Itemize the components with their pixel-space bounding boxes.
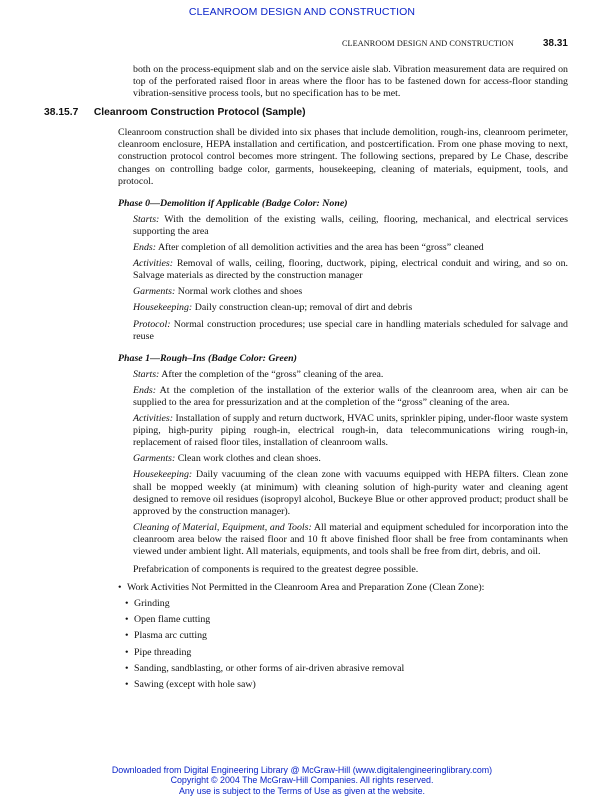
page-body (0, 64, 604, 695)
phase-0-item-starts (133, 214, 568, 238)
item-label: Activities: (133, 413, 174, 425)
list-item: • Sanding, sandblasting, or other forms of air-driven abrasive removal (125, 663, 568, 675)
list-item: • Open flame cutting (125, 614, 568, 626)
phase-0-item-activities (133, 258, 568, 282)
item-text: Normal work clothes and shoes (177, 286, 303, 298)
item-text: After the completion of the “gross” cleaning of the area. (161, 368, 384, 380)
item-text: Normal construction procedures; use special care in handling materials scheduled for salvage and reuse (133, 318, 568, 342)
top-banner: CLEANROOM DESIGN AND CONSTRUCTION (188, 6, 416, 18)
item-text: Clean work clothes and clean shoes. (177, 453, 321, 465)
list-item: • Sawing (except with hole saw) (125, 679, 568, 691)
item-label: Housekeeping: (133, 469, 193, 481)
list-item: • Plasma arc cutting (125, 630, 568, 642)
item-label: Ends: (133, 384, 157, 396)
phase-0-item-ends (133, 242, 568, 254)
item-label: Activities: (133, 258, 174, 270)
item-label: Protocol: (133, 318, 171, 330)
not-permitted-heading: • Work Activities Not Permitted in the Cleanroom Area and Preparation Zone (Clean Zone): (118, 582, 568, 594)
phase-1-item-housekeeping (133, 469, 568, 517)
list-item: • Grinding (125, 598, 568, 610)
item-label: Garments: (133, 286, 176, 298)
phase-1-item-garments (133, 453, 568, 465)
item-text: After completion of all demolition activities and the area has been “gross” cleaned (157, 242, 484, 254)
running-head (342, 38, 568, 49)
item-text: Daily construction clean-up; removal of dirt and debris (194, 302, 413, 314)
phase-1-title: Phase 1—Rough–Ins (Badge Color: Green) (118, 352, 297, 364)
phase-0-items (0, 214, 604, 343)
item-label: Garments: (133, 453, 176, 465)
item-text: Installation of supply and return ductwork, HVAC units, sprinkler piping, under-floor waste system piping, high-purity piping rough-in, electrical rough-in, data telecommunications wiring rough-in, replacement of raised floor tiles, installation of cleanroom walls. (133, 413, 568, 449)
section-heading (44, 107, 568, 119)
item-label: Starts: (133, 213, 160, 225)
phase-0-title: Phase 0—Demolition if Applicable (Badge Color: None) (118, 197, 348, 209)
not-permitted-list (118, 582, 568, 594)
section-title: Cleanroom Construction Protocol (Sample) (93, 107, 306, 119)
phase-1-item-starts (133, 369, 568, 381)
phase-0-item-protocol (133, 319, 568, 343)
footer-download-link[interactable]: Downloaded from Digital Engineering Library @ McGraw-Hill (www.digitalengineeringlibrary.com) (111, 765, 493, 775)
item-label: Housekeeping: (133, 302, 193, 314)
phase-1-item-ends (133, 385, 568, 409)
item-label: Ends: (133, 242, 157, 254)
item-label: Cleaning of Material, Equipment, and Tools: (133, 521, 312, 533)
section-number: 38.15.7 (44, 107, 79, 119)
not-permitted-activities (125, 598, 568, 691)
section-intro: Cleanroom construction shall be divided into six phases that include demolition, rough-ins, cleanroom perimeter, cleanroom enclosure, HEPA installation and certification, and postcertification. From one phase moving to next, construction protocol control becomes more stringent. The following sections, prepared by Le Chase, describe changes on controlling badge color, garments, housekeeping, cleaning of materials, equipment, tools, and protocol. (118, 127, 568, 187)
phase-1-items (0, 369, 604, 558)
download-footer (0, 765, 604, 796)
item-text: With the demolition of the existing walls, ceiling, flooring, mechanical, and electrical services supporting the area (133, 213, 568, 237)
item-label: Starts: (133, 368, 160, 380)
footer-copyright: Copyright © 2004 The McGraw-Hill Companies. All rights reserved. (170, 775, 434, 786)
page-number: 38.31 (542, 38, 568, 49)
continuation-paragraph: both on the process-equipment slab and on the service aisle slab. Vibration measurement data are required on top of the perforated raised floor in areas where the floor has to be fastened down for access-floor standing vibration-sensitive process tools, but no specification has to be met. (133, 64, 568, 100)
phase-1-item-cleaning (133, 522, 568, 558)
item-text: Daily vacuuming of the clean zone with vacuums equipped with HEPA filters. Clean zone shall be mopped weekly (at minimum) with cleaning solution of high-purity water and cleaning agent designed to remove oil residues (isopropyl alcohol, Buckeye Blue or other approved product; product shall be approved by the construction manager). (133, 469, 568, 517)
item-text: At the completion of the installation of the exterior walls of the cleanroom area, when air can be supplied to the area for pressurization and at the completion of the “gross” cleaning of the area. (133, 384, 568, 408)
list-item: • Pipe threading (125, 647, 568, 659)
item-text: All material and equipment scheduled for incorporation into the cleanroom area below the raised floor and 10 ft above finished floor shall be free from contaminants when viewed under ambient light. All materials, equipments, and tools shall be free from dirt, debris, and oil. (133, 521, 568, 557)
running-head-title: CLEANROOM DESIGN AND CONSTRUCTION (342, 39, 514, 48)
phase-1-item-activities (133, 413, 568, 449)
prefabrication-note: Prefabrication of components is required to the greatest degree possible. (133, 564, 419, 576)
phase-0-item-garments (133, 286, 568, 298)
footer-terms: Any use is subject to the Terms of Use as given at the website. (179, 785, 425, 796)
item-text: Removal of walls, ceiling, flooring, ductwork, piping, electrical conduit and wiring, and so on. Salvage materials as directed by the construction manager (133, 258, 569, 282)
phase-0-item-housekeeping (133, 302, 568, 314)
